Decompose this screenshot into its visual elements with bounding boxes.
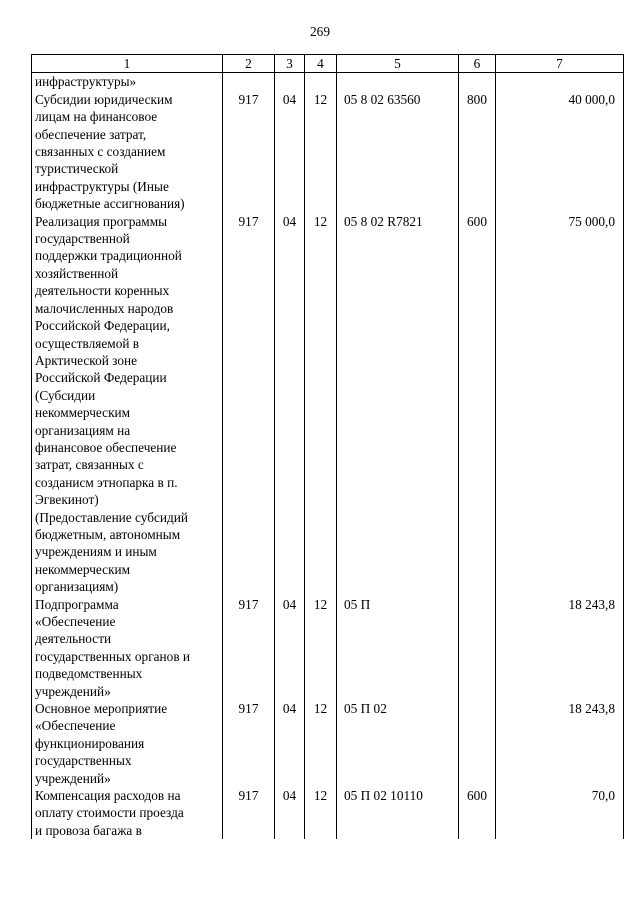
row-code-4: 12 (305, 91, 337, 213)
row-name: инфраструктуры» (35, 74, 137, 90)
table-row (32, 73, 624, 91)
row-code-2: 917 (223, 213, 275, 596)
row-amount: 40 000,0 (496, 91, 624, 213)
row-code-2 (223, 73, 275, 91)
row-code-5 (337, 73, 459, 91)
row-amount: 18 243,8 (496, 596, 624, 700)
table-row (32, 787, 624, 839)
row-code-2: 917 (223, 596, 275, 700)
row-code-3: 04 (275, 700, 305, 787)
row-code-5: 05 П 02 (337, 700, 459, 787)
table-header-row (32, 55, 624, 73)
page-number: 269 (310, 24, 330, 39)
row-name: Подпрограмма «Обеспечение деятельности государственных органов и подведомственных учреждений» (35, 596, 191, 699)
row-name: Субсидии юридическим лицам на финансовое обеспечение затрат, связанных с созданием туристической инфраструктуры (Иные бюджетные ассигнования) (35, 91, 185, 212)
budget-table (31, 54, 624, 839)
row-code-2: 917 (223, 787, 275, 839)
row-code-4: 12 (305, 596, 337, 700)
column-header-3: 3 (275, 55, 305, 73)
row-name: Реализация программы государственной поддержки традиционной хозяйственной деятельности коренных малочисленных народов Российской Федерации, осуществляемой в Арктической зоне Российской Федерации (Субсидии некоммерческим организациям на финансовое обеспечение затрат, связанных с созданисм этнопарка в п. Эгвекинот) (Предоставление субсидий бюджетным, автономным учреждениям и иным некоммерческим организациям) (35, 213, 189, 595)
row-code-5: 05 8 02 63560 (337, 91, 459, 213)
table-row (32, 596, 624, 700)
column-header-4: 4 (305, 55, 337, 73)
table-row (32, 700, 624, 787)
row-code-3: 04 (275, 596, 305, 700)
column-header-2: 2 (223, 55, 275, 73)
row-code-6 (459, 596, 496, 700)
column-header-7: 7 (496, 55, 624, 73)
row-code-4: 12 (305, 700, 337, 787)
row-code-6: 600 (459, 213, 496, 596)
row-code-5: 05 8 02 R7821 (337, 213, 459, 596)
row-code-5: 05 П (337, 596, 459, 700)
column-header-5: 5 (337, 55, 459, 73)
row-code-3: 04 (275, 213, 305, 596)
row-code-6 (459, 700, 496, 787)
row-amount: 18 243,8 (496, 700, 624, 787)
row-code-3: 04 (275, 91, 305, 213)
row-amount: 75 000,0 (496, 213, 624, 596)
table-body (32, 73, 624, 839)
row-code-3 (275, 73, 305, 91)
row-code-4: 12 (305, 787, 337, 839)
row-code-2: 917 (223, 91, 275, 213)
table-row (32, 213, 624, 596)
row-code-6: 800 (459, 91, 496, 213)
row-code-4: 12 (305, 213, 337, 596)
row-code-6: 600 (459, 787, 496, 839)
row-name: Компенсация расходов на оплату стоимости проезда и провоза багажа в (35, 788, 184, 838)
row-amount: 70,0 (496, 787, 624, 839)
row-code-6 (459, 73, 496, 91)
row-amount (496, 73, 624, 91)
row-code-2: 917 (223, 700, 275, 787)
row-code-5: 05 П 02 10110 (337, 787, 459, 839)
row-code-4 (305, 73, 337, 91)
column-header-1: 1 (32, 55, 223, 73)
column-header-6: 6 (459, 55, 496, 73)
row-name: Основное мероприятие «Обеспечение функционирования государственных учреждений» (35, 701, 168, 786)
row-code-3: 04 (275, 787, 305, 839)
table-row (32, 91, 624, 213)
